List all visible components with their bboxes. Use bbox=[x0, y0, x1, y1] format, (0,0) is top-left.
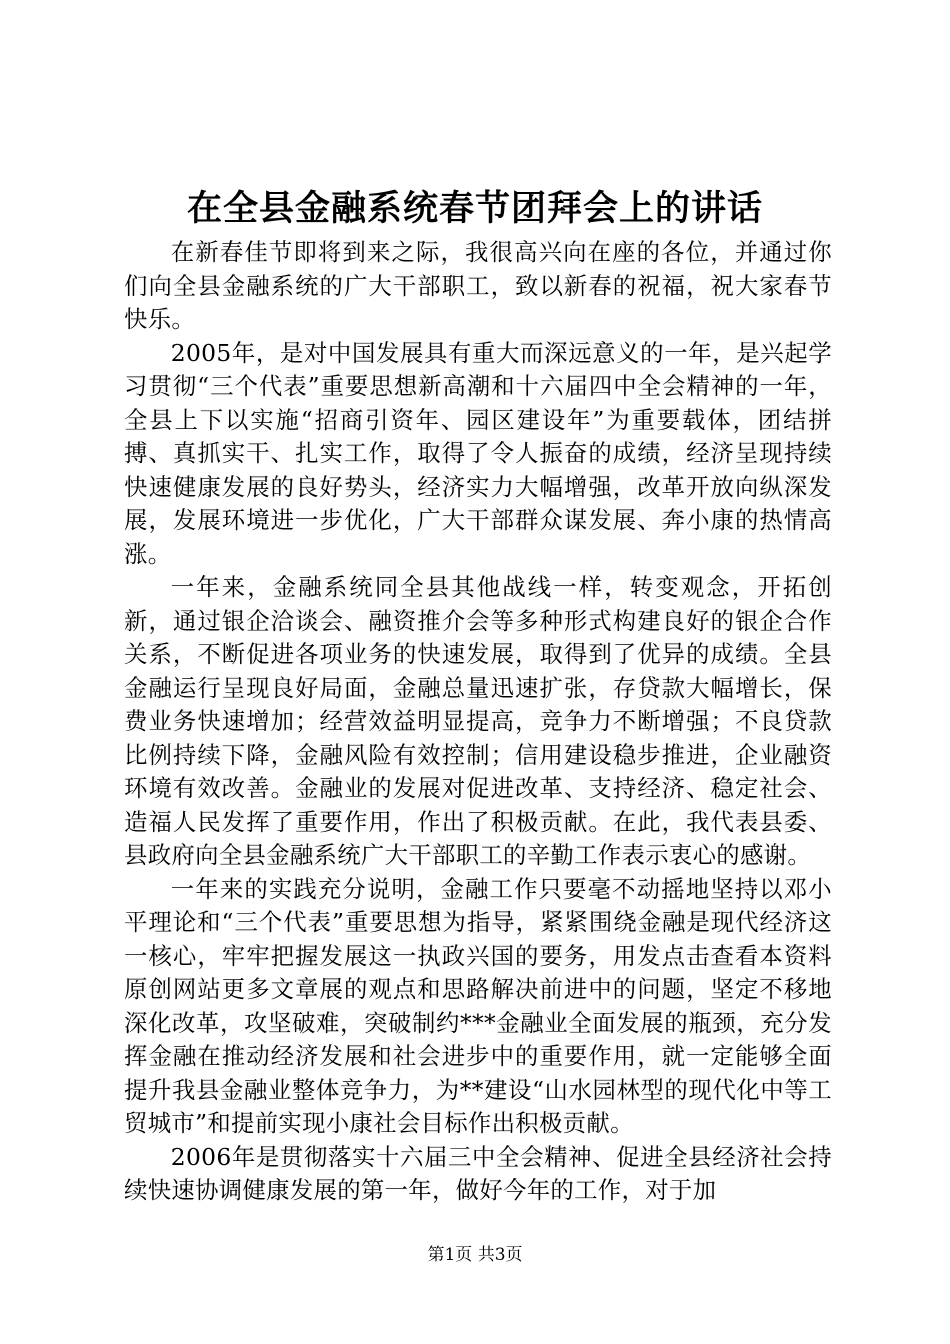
paragraph: 一年来的实践充分说明，金融工作只要毫不动摇地坚持以邓小平理论和“三个代表”重要思想为指导，紧紧围绕金融是现代经济这一核心，牢牢把握发展这一执政兴国的要务，用发点击查看本资料原创网站更多文章展的观点和思路解决前进中的问题，坚定不移地深化改革，攻坚破难，突破制约***金融业全面发展的瓶颈，充分发挥金融在推动经济发展和社会进步中的重要作用，就一定能够全面提升我县金融业整体竞争力，为**建设“山水园林型的现代化中等工贸城市”和提前实现小康社会目标作出积极贡献。 bbox=[124, 874, 832, 1137]
document-body bbox=[124, 236, 832, 1208]
paragraph: 2006年是贯彻落实十六届三中全会精神、促进全县经济社会持续快速协调健康发展的第一年，做好今年的工作，对于加 bbox=[124, 1142, 832, 1204]
document-title: 在全县金融系统春节团拜会上的讲话 bbox=[186, 188, 763, 229]
paragraph: 2005年，是对中国发展具有重大而深远意义的一年，是兴起学习贯彻“三个代表”重要思想新高潮和十六届四中全会精神的一年，全县上下以实施“招商引资年、园区建设年”为重要载体，团结拼搏、真抓实干、扎实工作，取得了令人振奋的成绩，经济呈现持续快速健康发展的良好势头，经济实力大幅增强，改革开放向纵深发展，发展环境进一步优化，广大干部群众谋发展、奔小康的热情高涨。 bbox=[124, 338, 832, 568]
paragraph: 在新春佳节即将到来之际，我很高兴向在座的各位，并通过你们向全县金融系统的广大干部职工，致以新春的祝福，祝大家春节快乐。 bbox=[124, 238, 832, 333]
page-number-footer: 第1页 共3页 bbox=[427, 1245, 523, 1265]
paragraph: 一年来，金融系统同全县其他战线一样，转变观念，开拓创新，通过银企洽谈会、融资推介会等多种形式构建良好的银企合作关系，不断促进各项业务的快速发展，取得到了优异的成绩。全县金融运行呈现良好局面，金融总量迅速扩张，存贷款大幅增长，保费业务快速增加；经营效益明显提高，竞争力不断增强；不良贷款比例持续下降，金融风险有效控制；信用建设稳步推进，企业融资环境有效改善。金融业的发展对促进改革、支持经济、稳定社会、造福人民发挥了重要作用，作出了积极贡献。在此，我代表县委、县政府向全县金融系统广大干部职工的辛勤工作表示衷心的感谢。 bbox=[124, 573, 832, 869]
